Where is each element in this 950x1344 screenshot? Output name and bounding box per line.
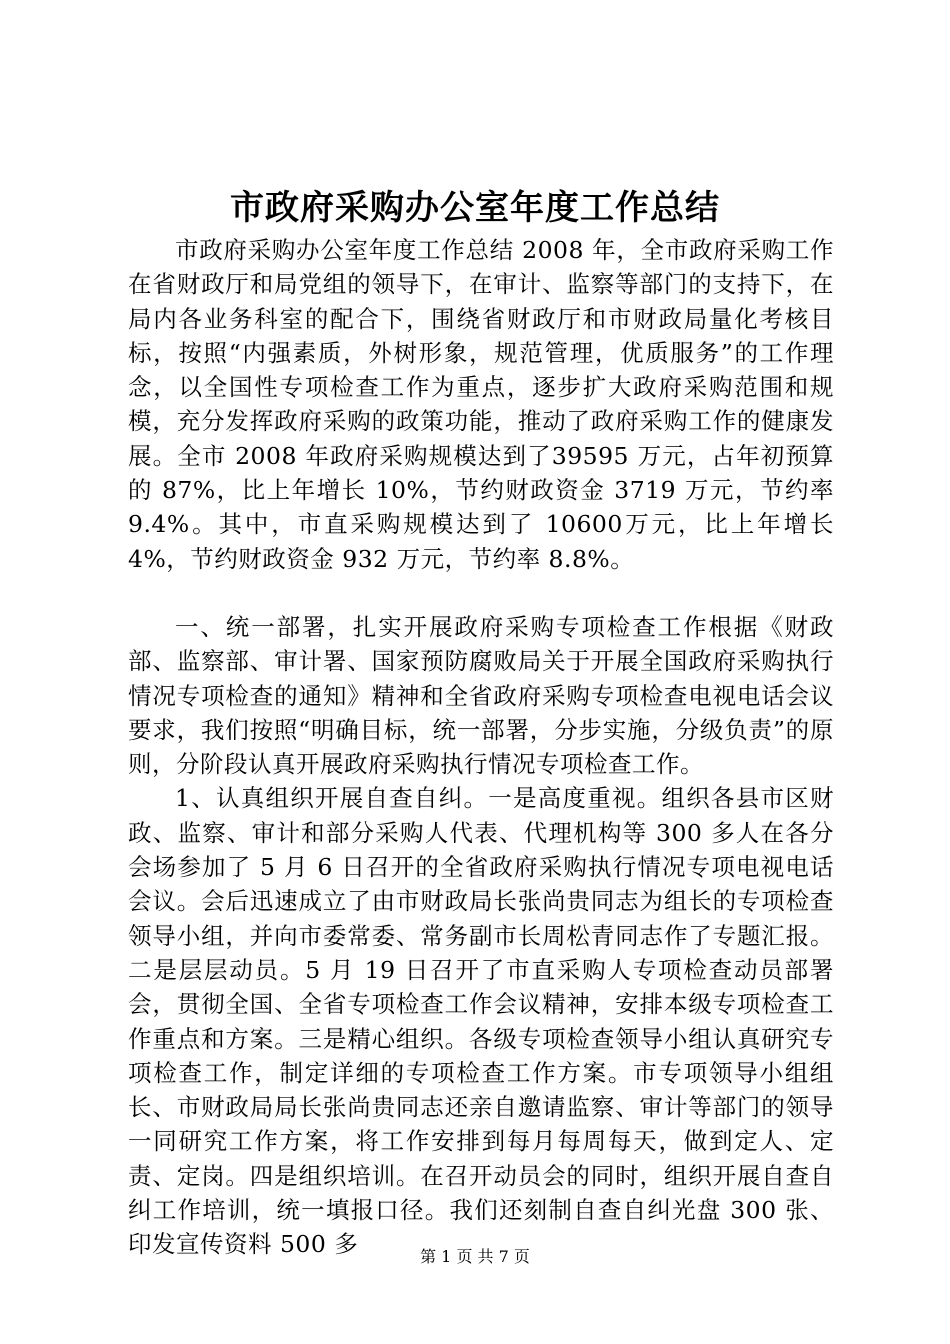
- paragraph-section-1-item-1: 1、认真组织开展自查自纠。一是高度重视。组织各县市区财政、监察、审计和部分采购人代表、代理机构等 300 多人在各分会场参加了 5 月 6 日召开的全省政府采购执行情况专项电视电话会议。会后迅速成立了由市财政局长张尚贵同志为组长的专项检查领导小组，并向市委常委、常务副市长周松青同志作了专题汇报。二是层层动员。5 月 19 日召开了市直采购人专项检查动员部署会，贯彻全国、全省专项检查工作会议精神，安排本级专项检查工作重点和方案。三是精心组织。各级专项检查领导小组认真研究专项检查工作，制定详细的专项检查工作方案。市专项领导小组组长、市财政局局长张尚贵同志还亲自邀请监察、审计等部门的领导一同研究工作方案，将工作安排到每月每周每天，做到定人、定责、定岗。四是组织培训。在召开动员会的同时，组织开展自查自纠工作培训，统一填报口径。我们还刻制自查自纠光盘 300 张、印发宣传资料 500 多: [128, 784, 834, 1259]
- page-footer: 第 1 页 共 7 页: [420, 1247, 530, 1266]
- document-body: [128, 233, 834, 1262]
- paragraph-section-1: 一、统一部署，扎实开展政府采购专项检查工作根据《财政部、监察部、审计署、国家预防腐败局关于开展全国政府采购执行情况专项检查的通知》精神和全省政府采购专项检查电视电话会议要求，我们按照“明确目标，统一部署，分步实施，分级负责”的原则，分阶段认真开展政府采购执行情况专项检查工作。: [128, 612, 834, 779]
- paragraph-intro: 市政府采购办公室年度工作总结 2008 年，全市政府采购工作在省财政厅和局党组的领导下，在审计、监察等部门的支持下，在局内各业务科室的配合下，围绕省财政厅和市财政局量化考核目标，按照“内强素质，外树形象，规范管理，优质服务”的工作理念，以全国性专项检查工作为重点，逐步扩大政府采购范围和规模，充分发挥政府采购的政策功能，推动了政府采购工作的健康发展。全市 2008 年政府采购规模达到了39595 万元，占年初预算的 87%，比上年增长 10%，节约财政资金 3719 万元，节约率 9.4%。其中，市直采购规模达到了 10600万元，比上年增长 4%，节约财政资金 932 万元，节约率 8.8%。: [128, 236, 834, 573]
- paragraph-spacer: [128, 576, 834, 610]
- document-title: 市政府采购办公室年度工作总结: [230, 188, 720, 228]
